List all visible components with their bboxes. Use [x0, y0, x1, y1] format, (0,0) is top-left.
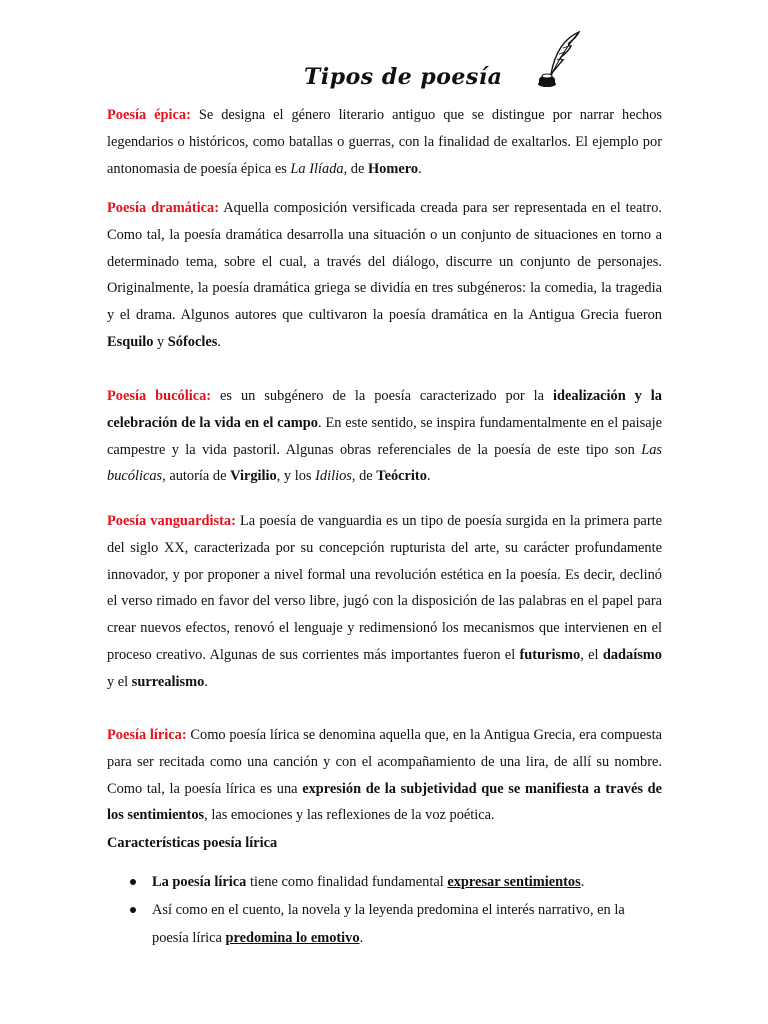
paragraph-epica: Poesía épica: Se designa el género literario antiguo que se distingue por narrar hechos legendarios o históricos, como batallas o guerras, con la finalidad de exaltarlos. El ejemplo por antonomasia de poesía épica es La Ilíada, de Homero.: [107, 107, 662, 177]
term-epica: Poesía épica:: [107, 107, 191, 123]
term-lirica: Poesía lírica:: [107, 727, 187, 743]
list-item: La poesía lírica tiene como finalidad fundamental expresar sentimientos.: [107, 868, 662, 896]
characteristics-list: [107, 868, 662, 952]
page-title: Tipos de poesía: [304, 64, 503, 90]
term-dramatica: Poesía dramática:: [107, 200, 220, 216]
section-heading-caracteristicas: Características poesía lírica: [107, 835, 278, 851]
paragraph-lirica: Poesía lírica: Como poesía lírica se denomina aquella que, en la Antigua Grecia, era compuesta para ser recitada como una canción y con el acompañamiento de una lira, de allí su nombre. Como tal, la poesía lírica es una expresión de la subjetividad que se manifiesta a través de los sentimientos, las emociones y las reflexiones de la voz poética.: [107, 727, 662, 824]
bullet-icon: [130, 907, 136, 913]
term-bucolica: Poesía bucólica:: [107, 388, 212, 404]
quill-inkwell-icon: [535, 30, 585, 92]
bullet-icon: [130, 879, 136, 885]
paragraph-vanguardista: Poesía vanguardista: La poesía de vanguardia es un tipo de poesía surgida en la primera parte del siglo XX, caracterizada por su concepción rupturista del arte, su carácter profundamente innovador, y por proponer a nivel formal una revolución estética en la poesía. Es decir, declinó el verso rimado en favor del verso libre, jugó con la disposición de las palabras en el papel para crear nuevos efectos, renovó el lenguaje y redimensionó los mecanismos que intervienen en el proceso creativo. Algunas de sus corrientes más importantes fueron el futurismo, el dadaísmo y el surrealismo.: [107, 513, 662, 690]
term-vanguardista: Poesía vanguardista:: [107, 513, 236, 529]
list-item: Así como en el cuento, la novela y la leyenda predomina el interés narrativo, en la poesía lírica predomina lo emotivo.: [107, 896, 662, 952]
title-row: [107, 58, 662, 98]
paragraph-bucolica: Poesía bucólica: es un subgénero de la poesía caracterizado por la idealización y la celebración de la vida en el campo. En este sentido, se inspira fundamentalmente en el paisaje campestre y la vida pastoril. Algunas obras referenciales de la poesía de este tipo son Las bucólicas, autoría de Virgilio, y los Idilios, de Teócrito.: [107, 388, 662, 485]
paragraph-dramatica: Poesía dramática: Aquella composición versificada creada para ser representada en el teatro. Como tal, la poesía dramática desarrolla una situación o un conjunto de situaciones en torno a determinado tema, sobre el cual, a través del diálogo, discurre un conjunto de personajes. Originalmente, la poesía dramática griega se dividía en tres subgéneros: la comedia, la tragedia y el drama. Algunos autores que cultivaron la poesía dramática en la Antigua Grecia fueron Esquilo y Sófocles.: [107, 200, 662, 350]
